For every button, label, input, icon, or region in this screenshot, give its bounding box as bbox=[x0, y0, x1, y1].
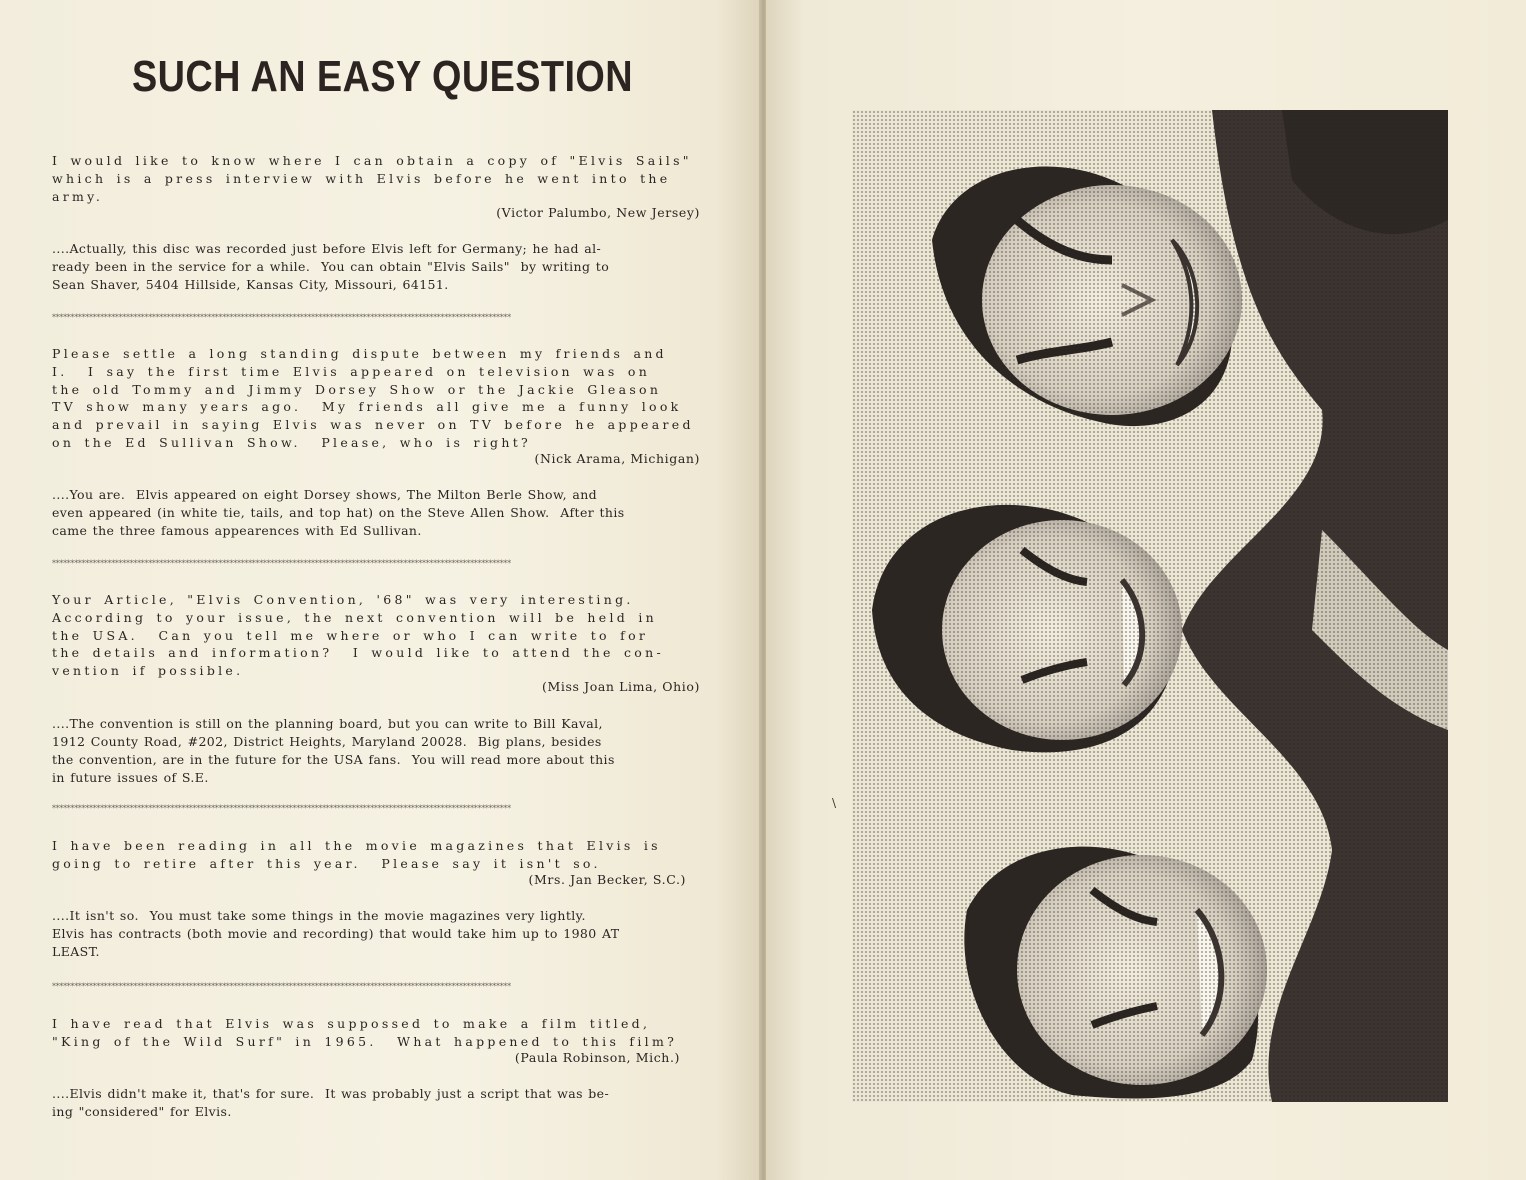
question-5: I have read that Elvis was suppossed to make a film titled, "King of the Wild Surf" in 1965. What happened to this film? bbox=[52, 1016, 678, 1049]
separator-1: **************************************************************************************************************************** bbox=[52, 313, 511, 322]
signature-5: (Paula Robinson, Mich.) bbox=[514, 1050, 680, 1065]
separator-3: **************************************************************************************************************************** bbox=[52, 804, 511, 813]
signature-2: (Nick Arama, Michigan) bbox=[534, 451, 700, 466]
answer-2: ....You are. Elvis appeared on eight Dorsey shows, The Milton Berle Show, and even appeared (in white tie, tails, and top hat) on the Steve Allen Show. After this came the three famous appearences with Ed Sullivan. bbox=[52, 487, 625, 538]
signature-3: (Miss Joan Lima, Ohio) bbox=[542, 679, 700, 694]
question-2: Please settle a long standing dispute between my friends and I. I say the first time Elvis appeared on television was on the old Tommy and Jimmy Dorsey Show or the Jackie Gleason TV show many years ago. My friends all give me a funny look and prevail in saying Elvis was never on TV before he appeared on the Ed Sullivan Show. Please, who is right? bbox=[52, 346, 694, 450]
question-3: Your Article, "Elvis Convention, '68" was very interesting. According to your issue, the next convention will be held in the USA. Can you tell me where or who I can write to for the details and information? I would like to attend the con- vention if possible. bbox=[52, 592, 664, 679]
separator-2: **************************************************************************************************************************** bbox=[52, 559, 511, 568]
question-1: I would like to know where I can obtain a copy of "Elvis Sails" which is a press interview with Elvis before he went into the army. bbox=[52, 153, 692, 204]
separator-4: **************************************************************************************************************************** bbox=[52, 982, 511, 991]
answer-1: ....Actually, this disc was recorded just before Elvis left for Germany; he had al- ready been in the service for a while. You can obtain "Elvis Sails" by writing to Sean Shaver, 5404 Hillside, Kansas City, Missouri, 64151. bbox=[52, 241, 610, 292]
signature-4: (Mrs. Jan Becker, S.C.) bbox=[528, 872, 686, 887]
photo-illustration bbox=[852, 110, 1448, 1102]
answer-4: ....It isn't so. You must take some things in the movie magazines very lightly. Elvis has contracts (both movie and recording) that would take him up to 1980 AT LEAST. bbox=[52, 908, 620, 959]
answer-3: ....The convention is still on the planning board, but you can write to Bill Kaval, 1912 County Road, #202, District Heights, Maryland 20028. Big plans, besides the convention, are in the future for the USA fans. You will read more about this in future issues of S.E. bbox=[52, 716, 615, 785]
answer-5: ....Elvis didn't make it, that's for sure. It was probably just a script that was be- ing "considered" for Elvis. bbox=[52, 1086, 610, 1119]
left-page bbox=[0, 0, 762, 1180]
signature-1: (Victor Palumbo, New Jersey) bbox=[496, 205, 700, 220]
question-4: I have been reading in all the movie magazines that Elvis is going to retire after this year. Please say it isn't so. bbox=[52, 838, 661, 871]
halftone-photo bbox=[852, 110, 1448, 1102]
print-mark: \ bbox=[832, 796, 837, 810]
page-title: SUCH AN EASY QUESTION bbox=[132, 52, 634, 101]
